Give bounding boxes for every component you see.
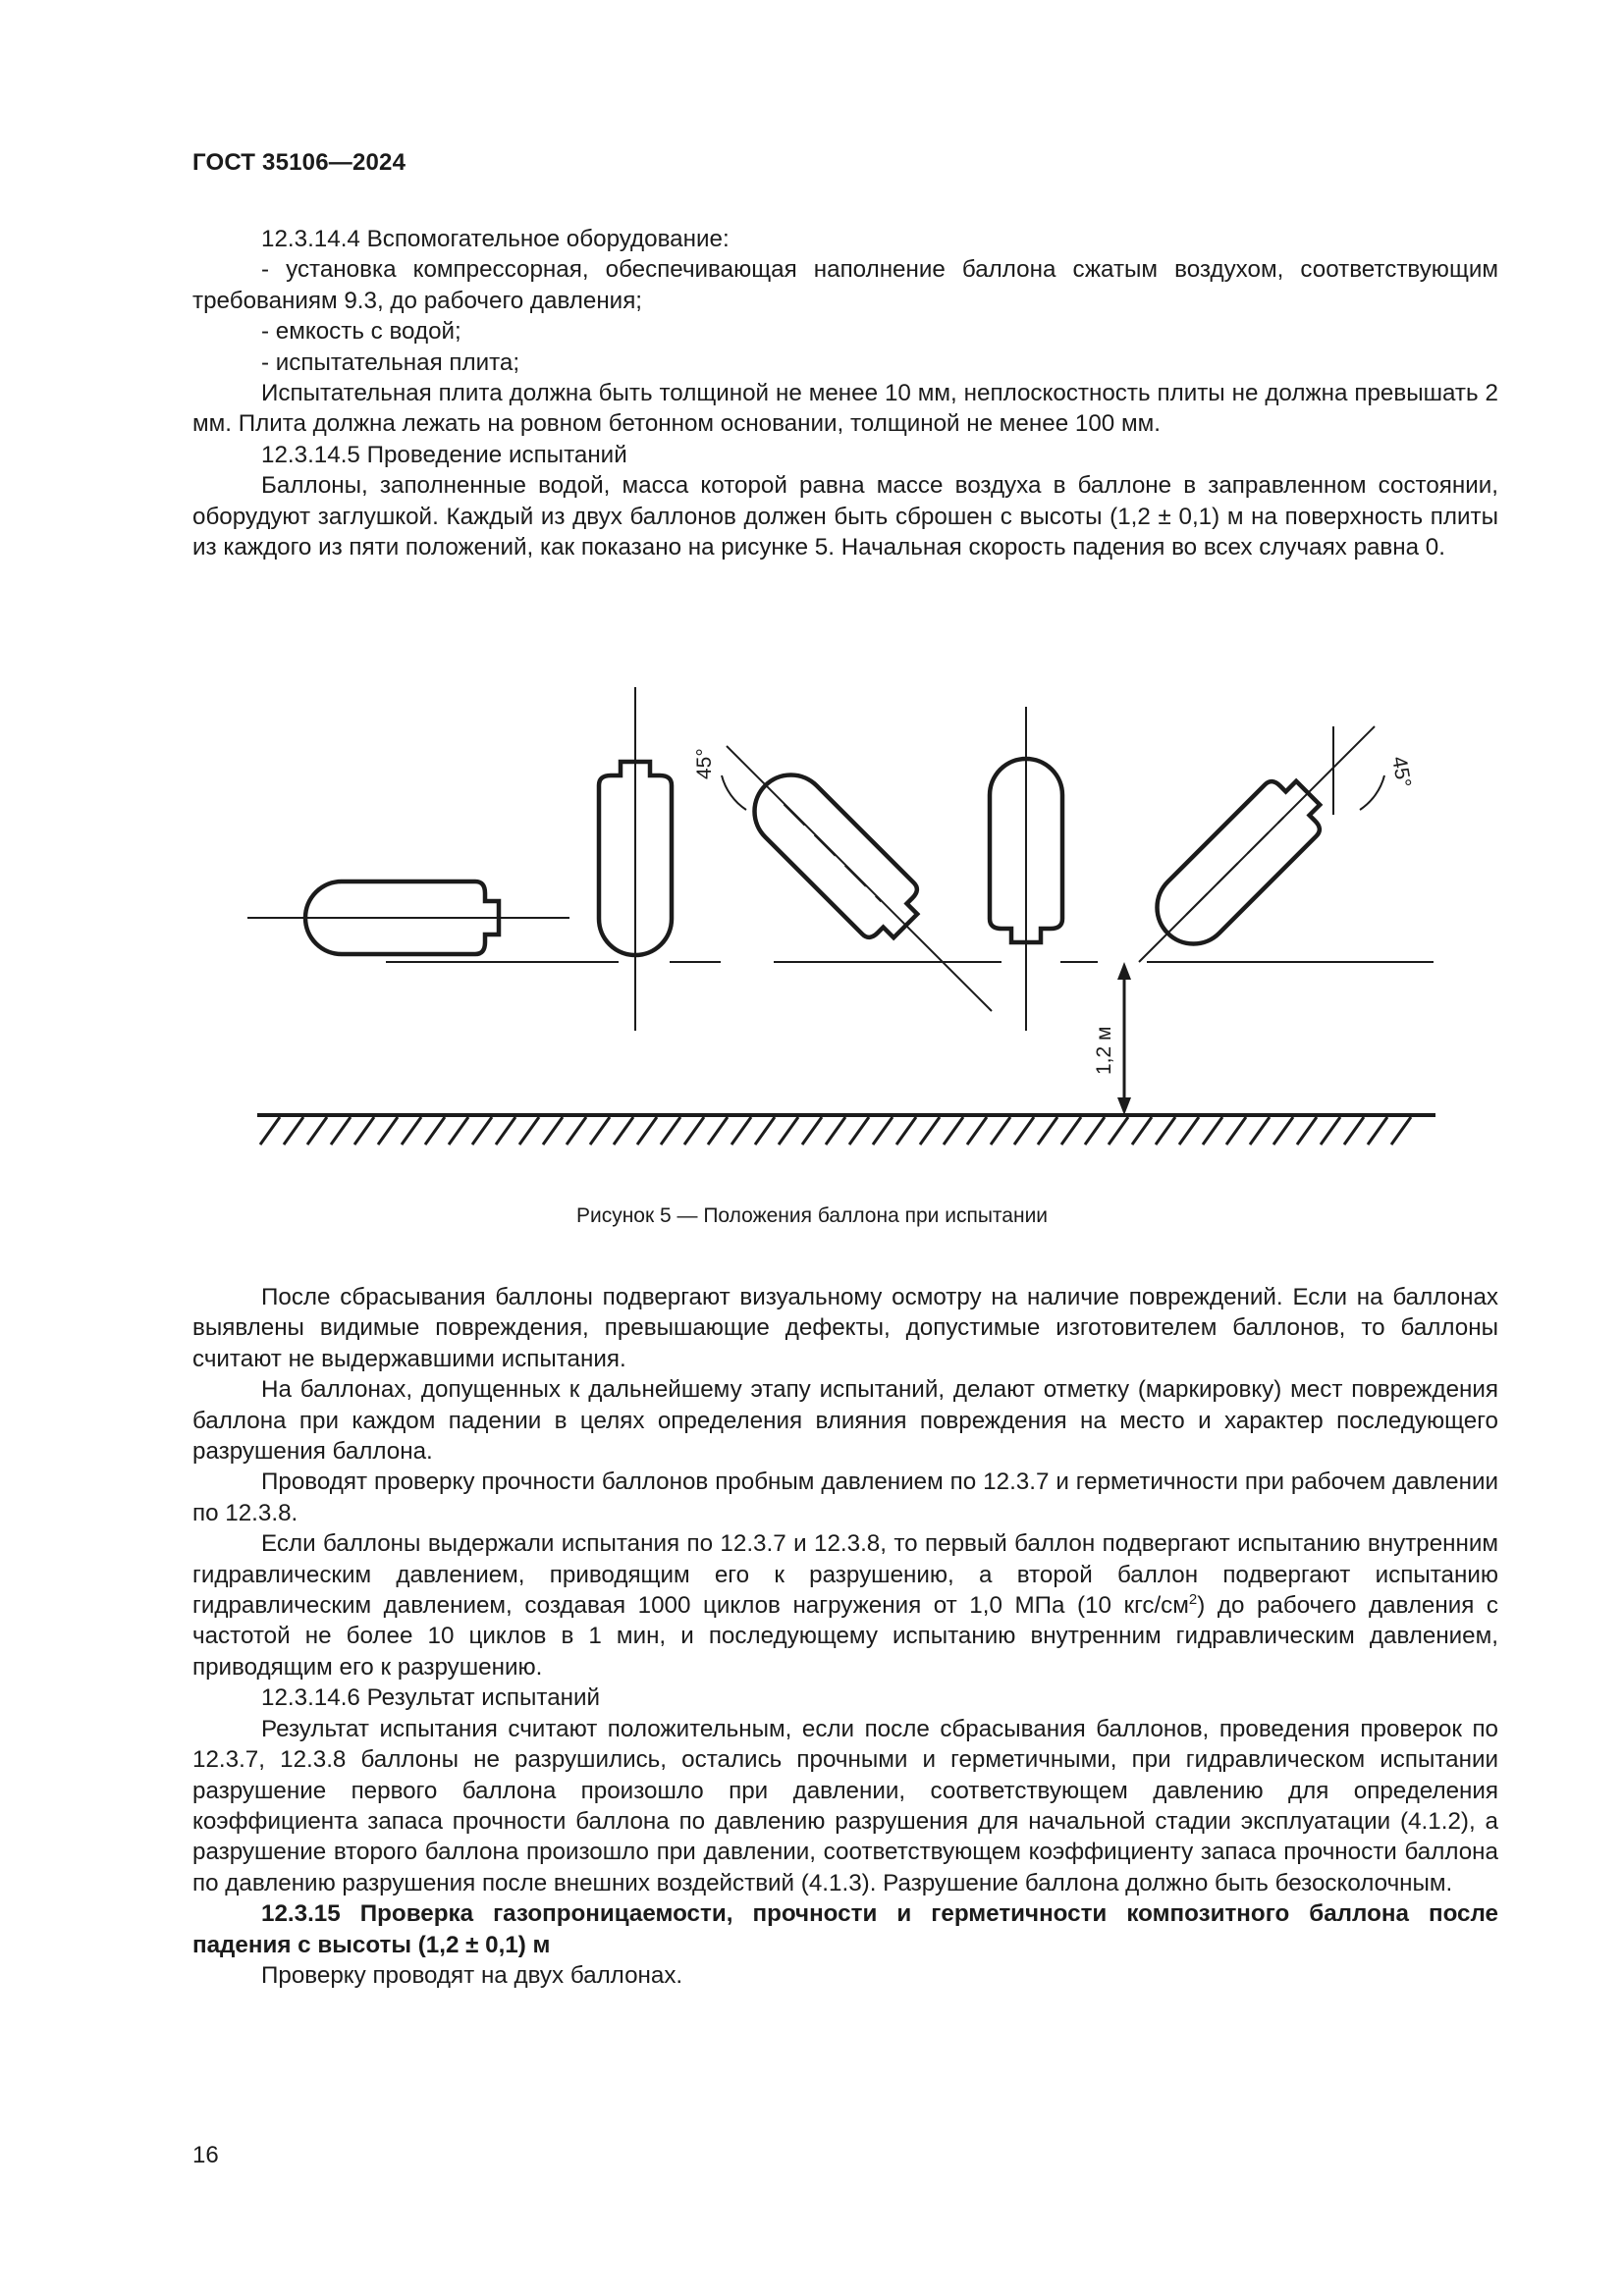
hatch-line bbox=[896, 1117, 916, 1145]
hatch-line bbox=[1344, 1117, 1364, 1145]
paragraph: 12.3.14.4 Вспомогательное оборудование: bbox=[261, 226, 730, 252]
paragraph-part: Если баллоны выдержали испытания по 12.3.7 и 12.3.8, то первый баллон подвергают испытанию внутренним гидравлическим давлением, приводящим его к разрушению, а второй баллон подвергают испытанию гидравлическим давлением, создавая 1000 циклов нагружения от 1,0 МПа (10 кгс/см bbox=[192, 1530, 1498, 1620]
paragraph: После сбрасывания баллоны подвергают визуальному осмотру на наличие повреждений. Если на баллонах выявлены видимые повреждения, превышающие дефекты, допустимые изготовителем баллонов, то баллоны считают не выдержавшими испытания. bbox=[192, 1284, 1498, 1372]
paragraph bbox=[192, 1528, 1498, 1682]
paragraph: Результат испытания считают положительным, если после сбрасывания баллонов, проведения проверок по 12.3.7, 12.3.8 баллоны не разрушились, остались прочными и герметичными, при гидравлическом испытании разрушение первого баллона произошло при давлении, соответствующем давлению для определения коэффициента запаса прочности баллона по давлению разрушения для начальной стадии эксплуатации (4.1.2), а разрушение второго баллона произошло при давлении, соответствующем коэффициенту запаса прочности баллона по давлению разрушения после внешних воздействий (4.1.3). Разрушение баллона должно быть безосколочным. bbox=[192, 1715, 1498, 1896]
subsection-heading: 12.3.14.5 Проведение испытаний bbox=[261, 441, 627, 468]
superscript: 2 bbox=[1188, 1591, 1198, 1608]
hatch-line bbox=[543, 1117, 563, 1145]
hatch-line bbox=[684, 1117, 704, 1145]
hatch-line bbox=[1203, 1117, 1222, 1145]
hatch-line bbox=[1321, 1117, 1340, 1145]
hatch-line bbox=[873, 1117, 893, 1145]
cylinder-vertical-neck-down bbox=[990, 707, 1062, 1031]
hatch-line bbox=[614, 1117, 633, 1145]
hatch-line bbox=[755, 1117, 775, 1145]
text-section-results bbox=[192, 1282, 1498, 1991]
hatch-line bbox=[944, 1117, 963, 1145]
hatch-line bbox=[1085, 1117, 1105, 1145]
hatch-line bbox=[967, 1117, 987, 1145]
ground-hatching bbox=[257, 1115, 1435, 1145]
hatch-line bbox=[1179, 1117, 1199, 1145]
hatch-line bbox=[661, 1117, 680, 1145]
hatch-line bbox=[567, 1117, 586, 1145]
section-heading: 12.3.15 Проверка газопроницаемости, прочности и герметичности композитного баллона после падения с высоты (1,2 ± 0,1) м bbox=[192, 1900, 1498, 1958]
hatch-line bbox=[991, 1117, 1010, 1145]
hatch-line bbox=[1038, 1117, 1057, 1145]
hatch-line bbox=[1273, 1117, 1293, 1145]
hatch-line bbox=[1226, 1117, 1246, 1145]
hatch-line bbox=[849, 1117, 869, 1145]
hatch-line bbox=[920, 1117, 940, 1145]
angle-label-right: 45° bbox=[1387, 754, 1416, 790]
paragraph: Баллоны, заполненные водой, масса которой равна массе воздуха в баллоне в заправленном состоянии, оборудуют заглушкой. Каждый из двух баллонов должен быть сброшен с высоты (1,2 ± 0,1) м на поверхность плиты из каждого из пяти положений, как показано на рисунке 5. Начальная скорость падения во всех случаях равна 0. bbox=[192, 472, 1498, 561]
hatch-line bbox=[1156, 1117, 1175, 1145]
paragraph: Проверку проводят на двух баллонах. bbox=[261, 1961, 683, 1989]
hatch-line bbox=[731, 1117, 751, 1145]
paragraph-part: ) до рабочего давления с частотой не более 10 циклов в 1 мин, и последующему испытанию внутренним гидравлическим давлением, приводящим его к разрушению. bbox=[192, 1592, 1498, 1681]
hatch-line bbox=[708, 1117, 728, 1145]
list-item: - установка компрессорная, обеспечивающая наполнение баллона сжатым воздухом, соответствующим требованиям 9.3, до рабочего давления; bbox=[192, 256, 1498, 314]
hatch-line bbox=[519, 1117, 539, 1145]
hatch-line bbox=[307, 1117, 327, 1145]
hatch-line bbox=[1250, 1117, 1270, 1145]
hatch-line bbox=[1297, 1117, 1317, 1145]
paragraph: На баллонах, допущенных к дальнейшему этапу испытаний, делают отметку (маркировку) мест повреждения баллона при каждом падении в целях определения влияния повреждения на место и характер последующего разрушения баллона. bbox=[192, 1376, 1498, 1466]
hatch-line bbox=[1014, 1117, 1034, 1145]
cylinder-tilted-neck-up bbox=[1139, 726, 1384, 962]
hatch-line bbox=[449, 1117, 468, 1145]
height-dimension-arrow bbox=[1117, 962, 1131, 1115]
hatch-line bbox=[1368, 1117, 1387, 1145]
hatch-line bbox=[1061, 1117, 1081, 1145]
hatch-line bbox=[496, 1117, 515, 1145]
page-number: 16 bbox=[192, 2142, 219, 2168]
hatch-line bbox=[354, 1117, 374, 1145]
hatch-line bbox=[260, 1117, 280, 1145]
cylinder-horizontal bbox=[247, 881, 569, 954]
paragraph: Испытательная плита должна быть толщиной не менее 10 мм, неплоскостность плиты не должна превышать 2 мм. Плита должна лежать на ровном бетонном основании, толщиной не менее 100 мм. bbox=[192, 380, 1498, 438]
list-item: - испытательная плита; bbox=[261, 348, 520, 376]
hatch-line bbox=[1391, 1117, 1411, 1145]
hatch-line bbox=[425, 1117, 445, 1145]
hatch-line bbox=[1132, 1117, 1152, 1145]
hatch-line bbox=[826, 1117, 845, 1145]
hatch-line bbox=[402, 1117, 421, 1145]
hatch-line bbox=[378, 1117, 398, 1145]
figure-caption: Рисунок 5 — Положения баллона при испытании bbox=[575, 1204, 1049, 1227]
hatch-line bbox=[472, 1117, 492, 1145]
angle-label-left: 45° bbox=[693, 748, 716, 779]
cylinder-tilted-neck-down bbox=[722, 746, 992, 1011]
hatch-line bbox=[1109, 1117, 1128, 1145]
hatch-line bbox=[802, 1117, 822, 1145]
hatch-line bbox=[779, 1117, 798, 1145]
height-label: 1,2 м bbox=[1093, 1026, 1115, 1075]
hatch-line bbox=[284, 1117, 303, 1145]
document-header: ГОСТ 35106—2024 bbox=[192, 149, 406, 176]
subsection-heading: 12.3.14.6 Результат испытаний bbox=[261, 1684, 601, 1712]
paragraph: Проводят проверку прочности баллонов пробным давлением по 12.3.7 и герметичности при рабочем давлении по 12.3.8. bbox=[192, 1468, 1498, 1526]
hatch-line bbox=[590, 1117, 610, 1145]
hatch-line bbox=[637, 1117, 657, 1145]
hatch-line bbox=[331, 1117, 351, 1145]
list-item: - емкость с водой; bbox=[261, 318, 461, 346]
cylinder-vertical-neck-up bbox=[599, 687, 672, 1031]
